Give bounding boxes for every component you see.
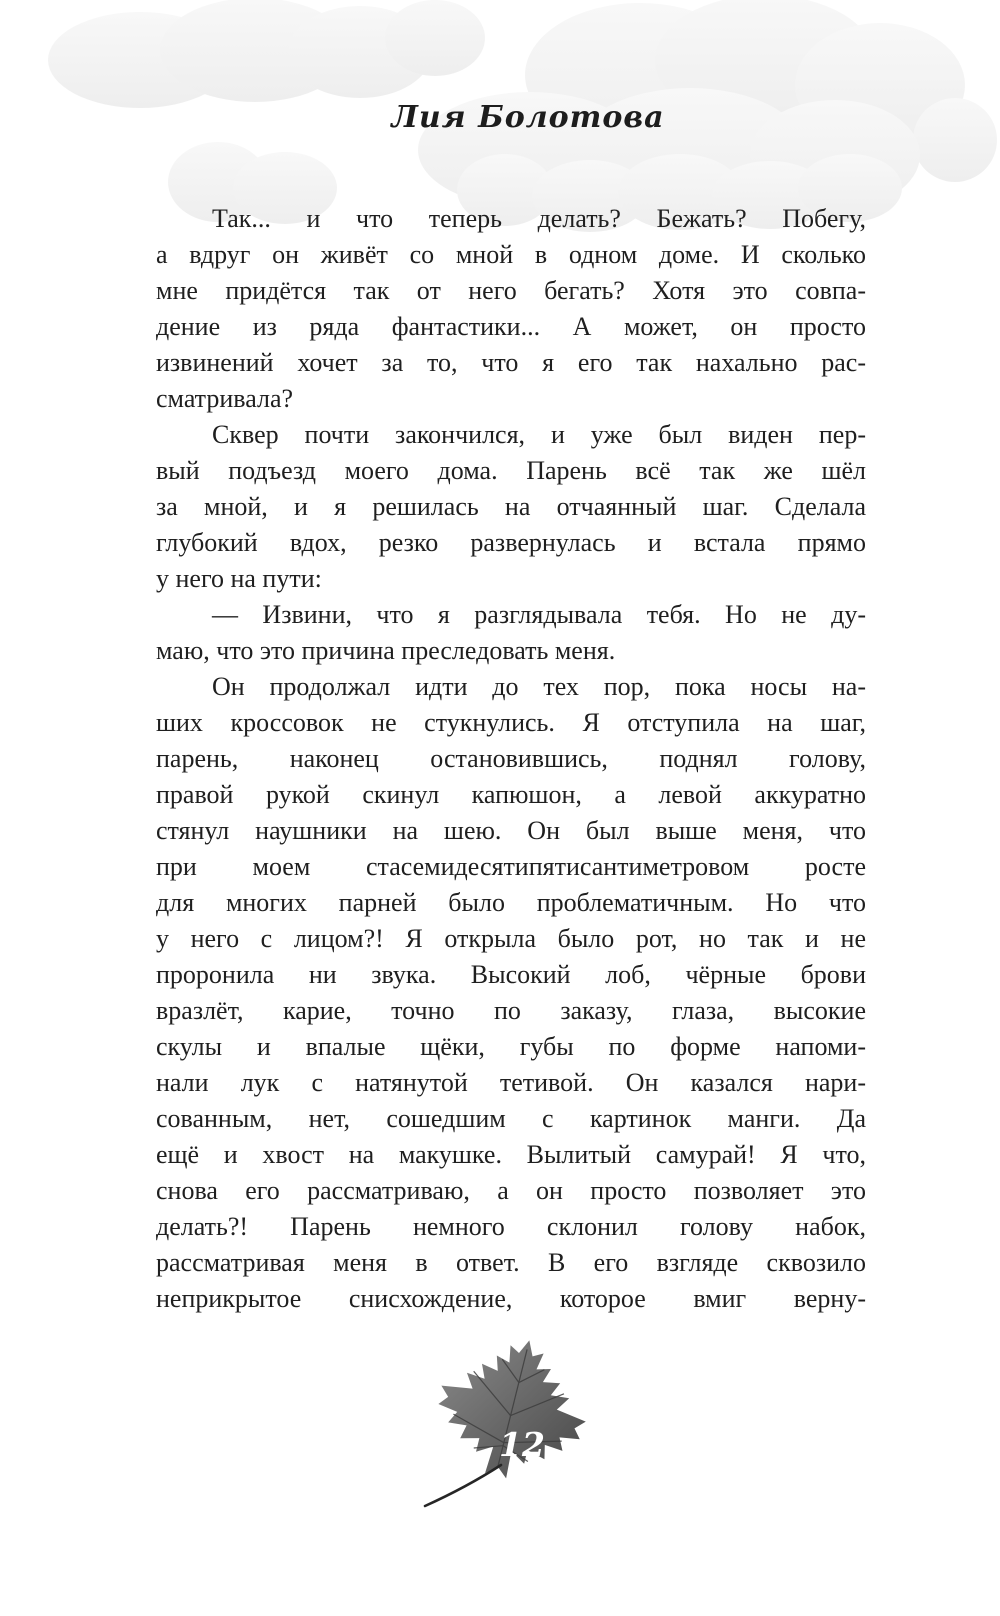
- text-line: снова его рассматриваю, а он просто позволяет это: [156, 1176, 866, 1205]
- text-line: ших кроссовок не стукнулись. Я отступила на шаг,: [156, 708, 866, 737]
- text-line: правой рукой скинул капюшон, а левой аккуратно: [156, 780, 866, 809]
- text-line: Так... и что теперь делать? Бежать? Побегу,: [212, 204, 866, 233]
- text-line: — Извини, что я разглядывала тебя. Но не ду-: [212, 600, 866, 629]
- text-line: рассматривая меня в ответ. В его взгляде сквозило: [156, 1248, 866, 1277]
- text-line: за мной, и я решилась на отчаянный шаг. Сделала: [156, 492, 866, 521]
- text-line: сованным, нет, сошедшим с картинок манги. Да: [156, 1104, 866, 1133]
- paragraph: [156, 417, 866, 597]
- paragraph: [156, 597, 866, 669]
- text-line: вый подъезд моего дома. Парень всё так же шёл: [156, 456, 866, 485]
- text-line: парень, наконец остановившись, поднял голову,: [156, 744, 866, 773]
- maple-leaf-icon: [405, 1335, 615, 1525]
- page-number: 12: [499, 1425, 545, 1464]
- text-line: Он продолжал идти до тех пор, пока носы на-: [212, 672, 866, 701]
- text-line: неприкрытое снисхождение, которое вмиг верну-: [156, 1284, 866, 1313]
- paragraph: [156, 669, 866, 1317]
- author-header: Лия Болотова: [391, 100, 665, 135]
- text-line: проронила ни звука. Высокий лоб, чёрные брови: [156, 960, 866, 989]
- text-line: ещё и хвост на макушке. Вылитый самурай! Я что,: [156, 1140, 866, 1169]
- text-line: для многих парней было проблематичным. Но что: [156, 888, 866, 917]
- text-line: у него на пути:: [156, 564, 322, 593]
- page-text: [156, 201, 866, 1317]
- text-line: скулы и впалые щёки, губы по форме напоми-: [156, 1032, 866, 1061]
- text-line: Сквер почти закончился, и уже был виден пер-: [212, 420, 866, 449]
- text-line: извинений хочет за то, что я его так нахально рас-: [156, 348, 866, 377]
- text-line: нали лук с натянутой тетивой. Он казался нари-: [156, 1068, 866, 1097]
- text-line: а вдруг он живёт со мной в одном доме. И сколько: [156, 240, 866, 269]
- text-line: глубокий вдох, резко развернулась и встала прямо: [156, 528, 866, 557]
- text-line: маю, что это причина преследовать меня.: [156, 636, 616, 665]
- text-line: при моем стасемидесятипятисантиметровом росте: [156, 852, 866, 881]
- text-line: мне придётся так от него бегать? Хотя это совпа-: [156, 276, 866, 305]
- text-line: вразлёт, карие, точно по заказу, глаза, высокие: [156, 996, 866, 1025]
- paragraph: [156, 201, 866, 417]
- text-line: стянул наушники на шею. Он был выше меня, что: [156, 816, 866, 845]
- text-line: у него с лицом?! Я открыла было рот, но так и не: [156, 924, 866, 953]
- text-line: делать?! Парень немного склонил голову набок,: [156, 1212, 866, 1241]
- page-footer-ornament: [405, 1335, 615, 1530]
- text-line: дение из ряда фантастики... А может, он просто: [156, 312, 866, 341]
- text-line: сматривала?: [156, 384, 294, 413]
